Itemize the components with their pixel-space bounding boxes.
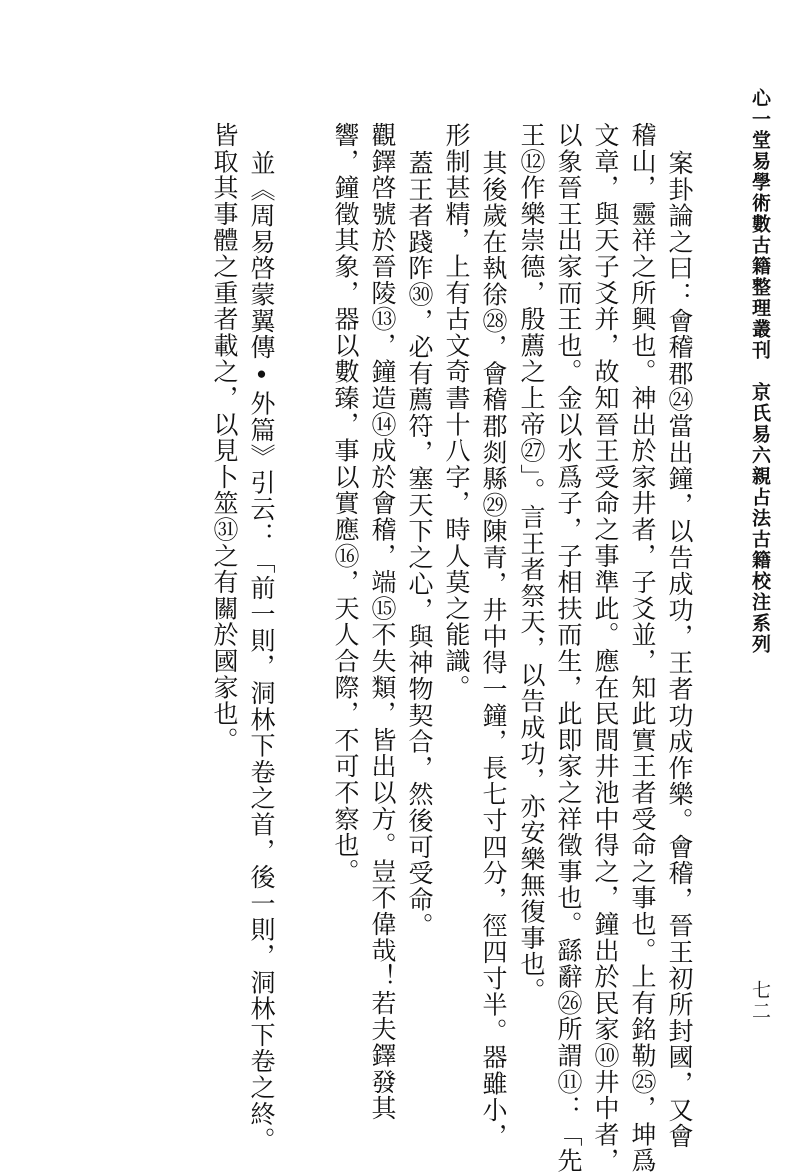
text-column: 形制甚精，上有古文奇書十八字，時人莫之能識。 <box>442 122 471 701</box>
text-column: 其後歲在執徐㉘，會稽郡剡縣㉙陳青，井中得一鐘，長七寸四分，徑四寸半。器雖小， <box>479 150 508 1150</box>
text-column: 以象晉王出家而王也。金以水爲子，子相扶而生，此即家之祥徵事也。繇辭㉖所謂⑪：「先 <box>554 122 583 1174</box>
page-number: 七二 <box>749 980 771 1022</box>
text-column: 皆取其事體之重者載之，以見卜筮㉛之有關於國家也。 <box>210 122 239 754</box>
text-column: 響，鐘徵其象，器以數臻，事以實應⑯，天人合際，不可不察也。 <box>331 122 360 885</box>
text-column: 王⑫作樂崇德，殷薦之上帝㉗」。言王者祭天，以告成功，亦安樂無復事也。 <box>517 122 546 1004</box>
text-column: 稽山，靈祥之所興也。神出於家井者，子爻並，知此實王者受命之事也。上有銘勒㉕，坤爲 <box>628 122 657 1174</box>
text-column: 案卦論之曰：會稽郡㉔當出鐘，以告成功，王者功成作樂。會稽，晉王初所封國，又會 <box>665 150 694 1150</box>
text-column: 並《周易啓蒙翼傳•外篇》引云：「前一則，洞林下卷之首，後一則，洞林下卷之終。 <box>247 150 276 1154</box>
series-title: 心一堂易學術數古籍整理叢刊 京氏易六親占法古籍校注系列 <box>749 88 771 655</box>
text-column: 觀鐸啓號於晉陵⑬，鐘造⑭成於會稽，端⑮不失類，皆出以方。豈不偉哉！若夫鐸發其 <box>368 122 397 1122</box>
text-column: 蓋王者踐阼㉚，必有薦符，塞天下之心，與神物契合，然後可受命。 <box>405 150 434 939</box>
text-column: 文章，與天子爻并，故知晉王受命之事準此。應在民間井池中得之，鐘出於民家⑩井中者， <box>591 122 620 1174</box>
